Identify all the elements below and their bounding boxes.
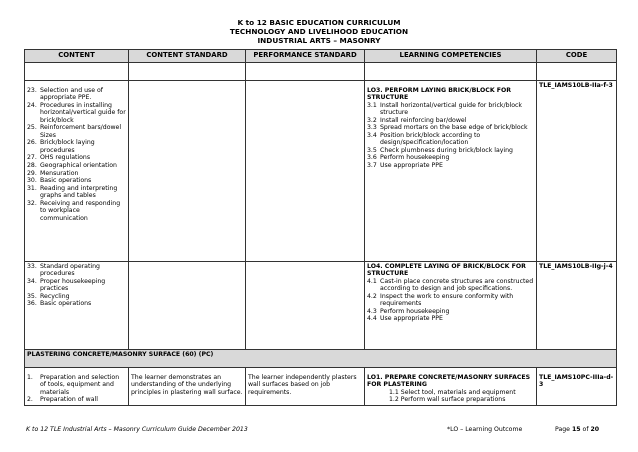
doc-title: K to 12 BASIC EDUCATION CURRICULUM [237,18,401,27]
item-number: 31. [27,184,37,192]
item-text: Brick/block laying procedures [40,139,95,154]
competency-text: Position brick/block according to design/specification/location [380,131,481,147]
table-row-lo4 [25,261,617,349]
item-text: Preparation and selection of tools, equipment and materials [40,373,120,396]
item-number: 32. [27,199,37,207]
list-item [27,300,126,308]
competency-number: 4.1 [367,277,377,285]
content-standard-cell [129,367,246,405]
list-item [27,200,126,223]
learning-outcome-title: LO1. PREPARE CONCRETE/MASONRY SURFACES FOR PLASTERING [367,373,531,389]
col-header-code: CODE [537,50,617,63]
performance-standard-cell [246,80,365,261]
list-item [27,87,126,102]
item-number: 1. [27,373,33,381]
col-header-content-standard: CONTENT STANDARD [129,50,246,63]
content-list [27,263,126,308]
competency-text: Cast-in place concrete structures are constructed according to design and job specifications. [380,277,534,293]
page-total: 20 [590,426,600,433]
competency-number: 3.1 [367,101,377,109]
code-cell [537,367,617,405]
list-item [27,124,126,139]
content-cell [25,80,129,261]
content-cell [25,367,129,405]
learning-outcome-title: LO3. PERFORM LAYING BRICK/BLOCK FOR STRUCTURE [367,86,512,102]
list-item [27,139,126,154]
content-standard-text: The learner demonstrates an understanding of the underlying principles in plastering wall surface. [131,373,243,396]
competency-text: Use appropriate PPE [380,162,443,170]
list-item [27,102,126,125]
competency-text: Inspect the work to ensure conformity with requirements [380,292,514,308]
item-text: Reading and interpreting graphs and tables [40,184,118,200]
competency-item [367,278,534,293]
col-header-content: CONTENT [25,50,129,63]
item-text: Proper housekeeping practices [40,277,106,293]
list-item [27,374,126,397]
competencies-cell [365,261,537,349]
competency-item [367,124,534,132]
competency-item [367,154,534,162]
blank-row [25,62,617,80]
content-list [27,374,126,404]
curriculum-table [24,49,617,406]
item-text: Preparation of wall [40,396,98,404]
competency-item [367,293,534,308]
item-text: Mensuration [40,169,79,177]
competency-number: 3.4 [367,131,377,139]
item-text: Selection and use of appropriate PPE. [40,86,103,102]
competency-number: 3.6 [367,154,377,162]
list-item [27,162,126,170]
item-number: 34. [27,277,37,285]
code-cell: TLE_IAMS10LB-IIa-f-3 [537,80,617,261]
competency-text: Use appropriate PPE [380,315,443,323]
performance-standard-cell [246,367,365,405]
competency-text: Perform housekeeping [380,307,450,315]
item-number: 25. [27,124,37,132]
list-item [27,185,126,200]
content-cell [25,261,129,349]
competency-number: 3.2 [367,116,377,124]
page-indicator: Page 15 of 20 [555,426,600,433]
competency-item [367,147,534,155]
table-row-lo1 [25,367,617,405]
competency-item [367,162,534,170]
competency-number: 3.7 [367,162,377,170]
doc-subtitle: TECHNOLOGY AND LIVELIHOOD EDUCATION [229,27,409,36]
item-text: Recycling [40,292,70,300]
competency-list [367,102,534,170]
footer-legend: *LO – Learning Outcome [447,426,523,433]
competencies-cell [365,367,537,405]
list-item [27,278,126,293]
competency-text: Install horizontal/vertical guide for brick/block structure [380,101,522,117]
item-number: 23. [27,86,37,94]
item-text: OHS regulations [40,154,91,162]
item-text: Standard operating procedures [40,262,100,278]
performance-standard-cell [246,261,365,349]
col-header-performance-standard: PERFORMANCE STANDARD [246,50,365,63]
item-number: 26. [27,139,37,147]
competency-text: Install reinforcing bar/dowel [380,116,467,124]
item-text: Basic operations [40,300,92,308]
list-item [27,263,126,278]
sub-item: 1.2 Perform wall surface preparations [389,396,506,404]
performance-standard-text: The learner independently plasters wall surfaces based on job requirements. [248,373,357,396]
section-row [25,349,617,367]
competency-text: Spread mortars on the base edge of brick/block [380,124,528,132]
item-number: 35. [27,292,37,300]
code-cell: TLE_IAMS10LB-IIg-j-4 [537,261,617,349]
item-text: Reinforcement bars/dowel Sizes [40,124,122,139]
competency-list [367,278,534,323]
footer-title: K to 12 TLE Industrial Arts – Masonry Curriculum Guide December 2013 [26,426,248,433]
competency-number: 4.4 [367,315,377,323]
table-row-lo3 [25,80,617,261]
content-list [27,87,126,223]
competency-item [367,102,534,117]
item-number: 29. [27,169,37,177]
code-text: TLE_IAMS10PC-IIIa-d-3 [539,373,614,389]
item-text: Procedures in installing horizontal/vertical guide for brick/block [40,101,126,124]
competency-number: 3.5 [367,146,377,154]
competencies-cell [365,80,537,261]
list-item [27,170,126,178]
competency-text: Check plumbness during brick/block laying [380,146,513,154]
item-number: 30. [27,177,37,185]
list-item [27,177,126,185]
item-number: 2. [27,396,33,404]
list-item [27,396,126,404]
item-number: 24. [27,101,37,109]
content-standard-cell [129,261,246,349]
col-header-learning-competencies: LEARNING COMPETENCIES [365,50,537,63]
item-number: 28. [27,162,37,170]
list-item [27,154,126,162]
competency-text: Perform housekeeping [380,154,450,162]
competency-item [367,315,534,323]
competency-number: 3.3 [367,124,377,132]
section-title: PLASTERING CONCRETE/MASONRY SURFACE (60) (PC) [25,349,617,367]
header-row [25,50,617,63]
item-number: 27. [27,154,37,162]
competency-item [367,308,534,316]
competency-item [367,117,534,125]
item-text: Basic operations [40,177,92,185]
sub-item: 1.1 Select tool, materials and equipment [389,388,516,396]
competency-item [367,132,534,147]
competency-number: 4.2 [367,292,377,300]
item-number: 33. [27,262,37,270]
content-standard-cell [129,80,246,261]
item-text: Geographical orientation [40,162,117,170]
item-text: Receiving and responding to workplace communication [40,199,121,222]
list-item [27,293,126,301]
doc-subject: INDUSTRIAL ARTS – MASONRY [257,36,381,45]
learning-outcome-title: LO4. COMPLETE LAYING OF BRICK/BLOCK FOR STRUCTURE [367,262,526,278]
page-number: 15 [571,426,581,433]
competency-number: 4.3 [367,307,377,315]
item-number: 36. [27,300,37,308]
